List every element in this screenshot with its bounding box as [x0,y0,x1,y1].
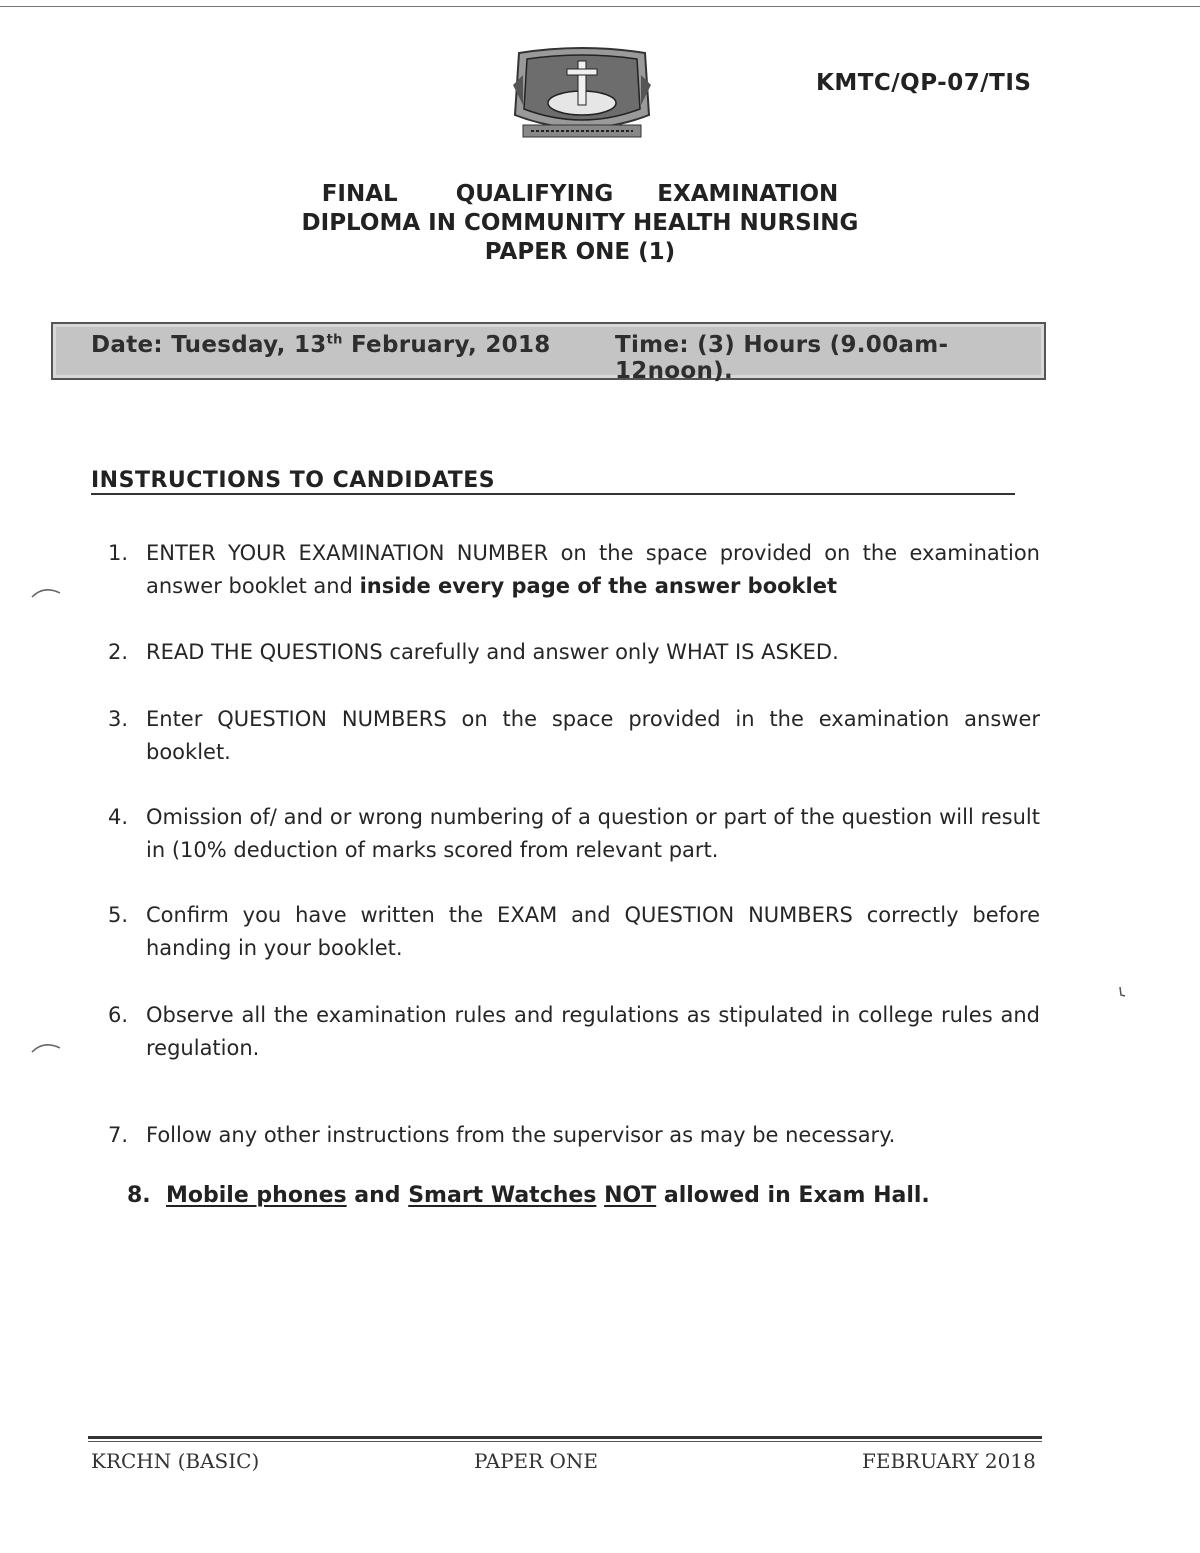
footer-rule-thin [88,1441,1042,1442]
title-word-qualifying: QUALIFYING [455,181,614,207]
instruction-number: 6. [108,1003,129,1027]
instruction-text-space [596,1183,604,1208]
document-code: KMTC/QP-07/TIS [816,70,1032,96]
exam-date [91,332,551,358]
instruction-number: 2. [108,640,129,664]
instruction-text-allowed: allowed in Exam Hall. [656,1183,930,1208]
instructions-heading-underline [91,493,1015,495]
exam-time: Time: (3) Hours (9.00am-12noon). [615,332,949,384]
date-ordinal: th [326,332,343,348]
scan-top-edge [0,6,1200,7]
instruction-text: Observe all the examination rules and regulations as stipulated in college rules and regulation. [146,1003,1040,1060]
instruction-number: 8. [127,1183,151,1208]
instruction-item-7 [108,1119,1040,1152]
footer-left: KRCHN (BASIC) [91,1449,260,1473]
kmtc-crest-logo [509,45,655,145]
smart-watches-text: Smart Watches [408,1183,597,1208]
footer-rule [88,1436,1042,1439]
instruction-text-and: and [346,1183,409,1208]
stray-pen-mark [1117,985,1127,999]
title-word-final: FINAL [321,181,398,207]
instruction-item-5 [108,899,1040,965]
exam-date-time-bar [51,322,1046,384]
instruction-text: Confirm you have written the EXAM and QUESTION NUMBERS correctly before handing in your booklet. [146,903,1040,960]
title-word-examination: EXAMINATION [657,181,839,207]
instruction-text: READ THE QUESTIONS carefully and answer only WHAT IS ASKED. [146,640,839,664]
instruction-text: ENTER YOUR EXAMINATION NUMBER on the space provided on the examination answer booklet and [146,541,1040,598]
exam-title [240,180,920,267]
instruction-text: Follow any other instructions from the supervisor as may be necessary. [146,1123,896,1147]
instruction-number: 7. [108,1123,129,1147]
footer-right: FEBRUARY 2018 [862,1449,1036,1473]
title-line-1 [240,180,920,209]
instruction-item-4 [108,801,1040,867]
date-suffix: February, 2018 [342,332,551,358]
instruction-number: 3. [108,707,129,731]
instruction-item-2 [108,636,1040,669]
instruction-text: Enter QUESTION NUMBERS on the space provided in the examination answer booklet. [146,707,1040,764]
footer-center: PAPER ONE [474,1449,599,1473]
instruction-bold-text: inside every page of the answer booklet [359,574,837,598]
mobile-phones-text: Mobile phones [166,1183,347,1208]
title-line-3: PAPER ONE (1) [484,239,676,265]
title-line-2: DIPLOMA IN COMMUNITY HEALTH NURSING [301,210,859,236]
instruction-text: Omission of/ and or wrong numbering of a question or part of the question will result in (10% deduction of marks scored from relevant part. [146,805,1040,862]
instruction-number: 4. [108,805,129,829]
stray-pen-mark [30,585,64,601]
instruction-number: 5. [108,903,129,927]
instruction-item-1 [108,537,1040,603]
not-text: NOT [604,1183,657,1208]
instruction-number: 1. [108,541,129,565]
instruction-item-3 [108,703,1040,769]
instruction-item-8 [127,1183,930,1208]
stray-pen-mark [30,1040,64,1056]
instruction-item-6 [108,999,1040,1065]
date-prefix: Date: Tuesday, 13 [91,332,327,358]
instructions-heading: INSTRUCTIONS TO CANDIDATES [91,468,496,493]
